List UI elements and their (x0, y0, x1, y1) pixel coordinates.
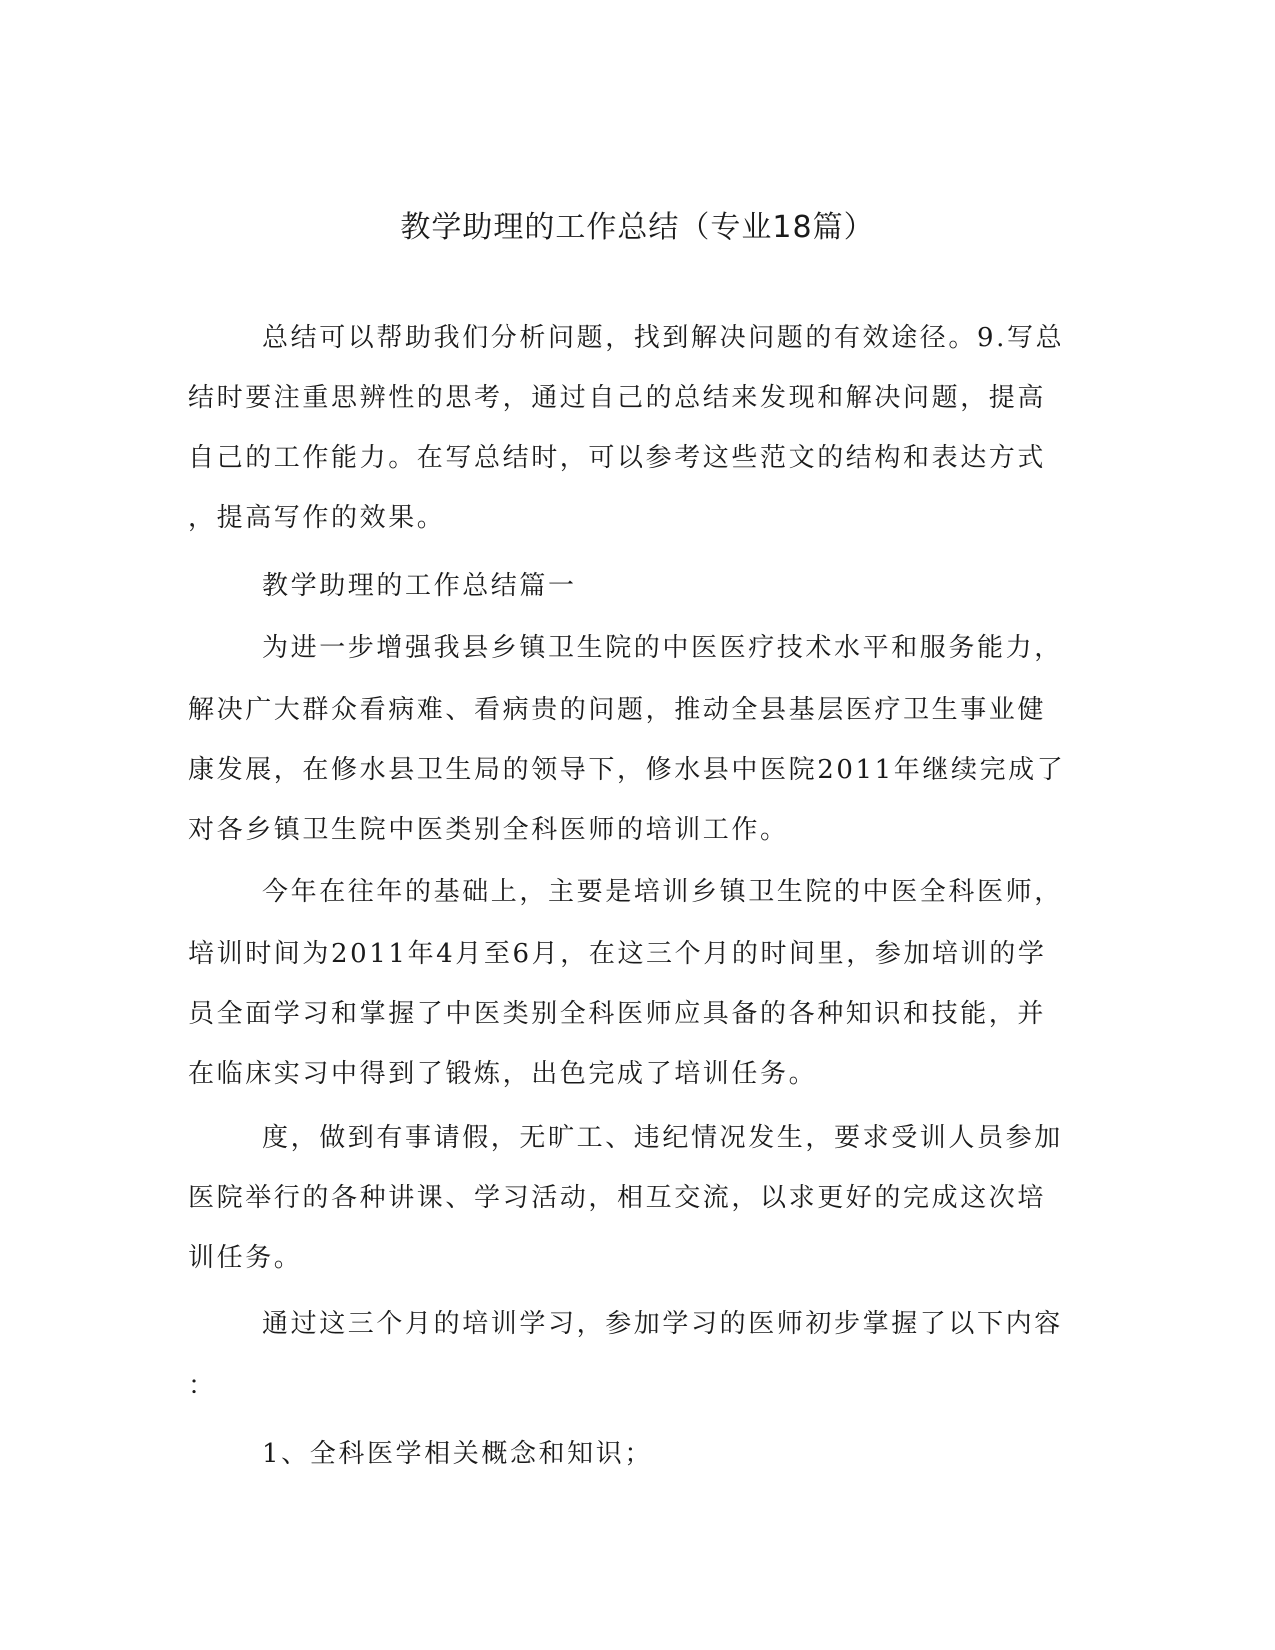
paragraph-line: 医院举行的各种讲课、学习活动，相互交流，以求更好的完成这次培 (188, 1183, 1047, 1213)
paragraph-line: 总结可以帮助我们分析问题，找到解决问题的有效途径。9.写总 (262, 323, 1065, 353)
section-heading: 教学助理的工作总结篇一 (262, 571, 577, 601)
paragraph-line: 对各乡镇卫生院中医类别全科医师的培训工作。 (188, 815, 789, 845)
paragraph-line: 为进一步增强我县乡镇卫生院的中医医疗技术水平和服务能力， (262, 633, 1063, 663)
paragraph-line: ： (188, 1371, 217, 1401)
paragraph-line: 度，做到有事请假，无旷工、违纪情况发生，要求受训人员参加 (262, 1123, 1063, 1153)
paragraph-line: 结时要注重思辨性的思考，通过自己的总结来发现和解决问题，提高 (188, 383, 1047, 413)
paragraph-line: 康发展，在修水县卫生局的领导下，修水县中医院2011年继续完成了 (188, 755, 1066, 785)
paragraph-line: ，提高写作的效果。 (188, 503, 446, 533)
document-title: 教学助理的工作总结（专业18篇） (400, 210, 875, 245)
paragraph-line: 自己的工作能力。在写总结时，可以参考这些范文的结构和表达方式 (188, 443, 1047, 473)
paragraph-line: 在临床实习中得到了锻炼，出色完成了培训任务。 (188, 1059, 818, 1089)
paragraph-line: 培训时间为2011年4月至6月，在这三个月的时间里，参加培训的学 (188, 939, 1047, 969)
paragraph-line: 今年在往年的基础上，主要是培训乡镇卫生院的中医全科医师， (262, 877, 1063, 907)
paragraph-line: 训任务。 (188, 1243, 303, 1273)
paragraph-line: 员全面学习和掌握了中医类别全科医师应具备的各种知识和技能，并 (188, 999, 1047, 1029)
paragraph-line: 通过这三个月的培训学习，参加学习的医师初步掌握了以下内容 (262, 1309, 1063, 1339)
paragraph-line: 解决广大群众看病难、看病贵的问题，推动全县基层医疗卫生事业健 (188, 695, 1047, 725)
list-item: 1、全科医学相关概念和知识； (262, 1439, 653, 1469)
